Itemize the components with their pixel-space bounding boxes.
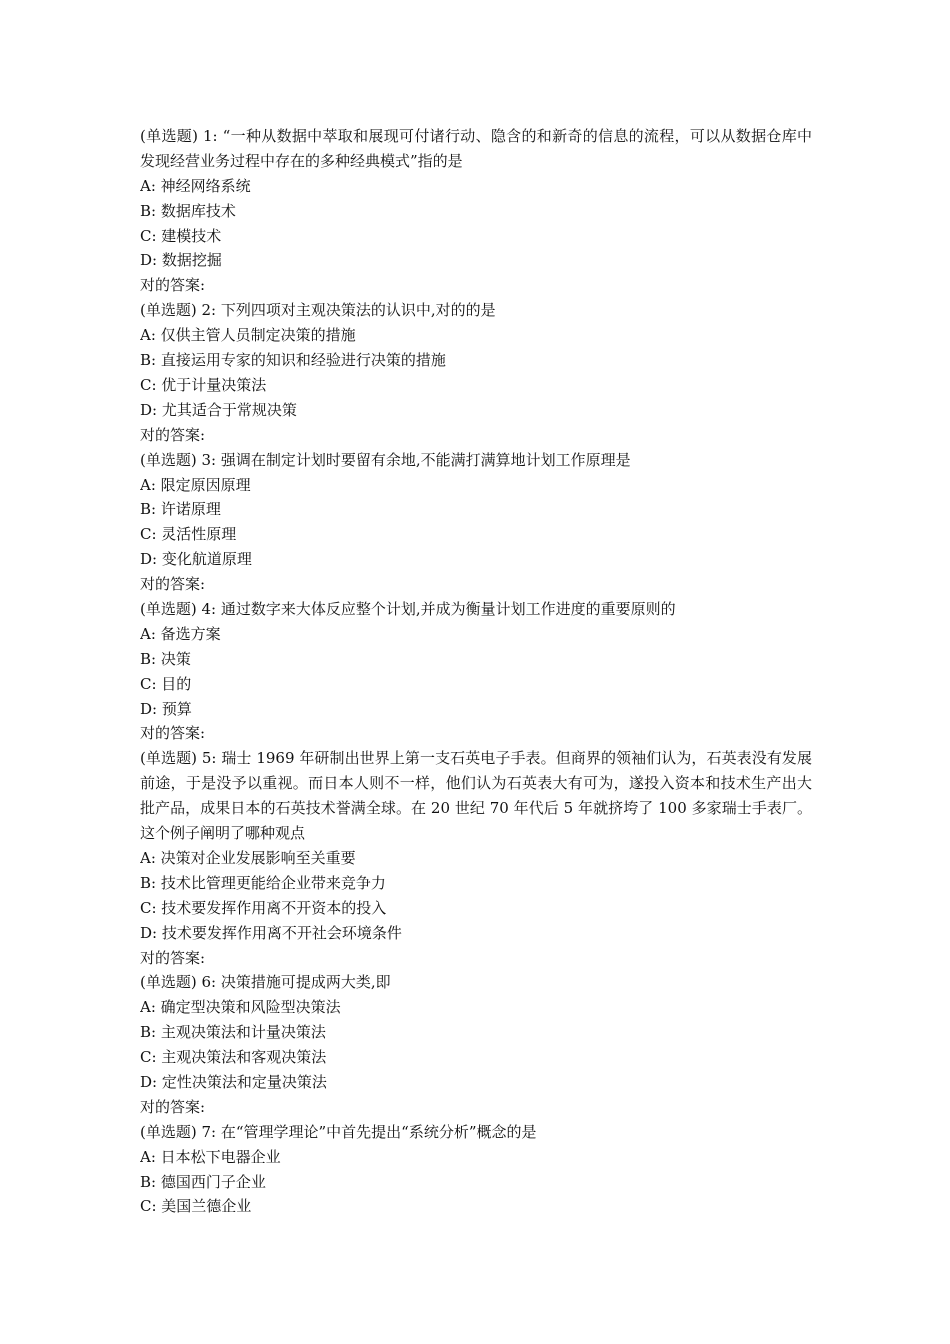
question-stem: (单选题) 7: 在“管理学理论”中首先提出“系统分析”概念的是	[140, 1122, 537, 1141]
option-d: D: 变化航道原理	[140, 550, 252, 569]
option-c: C: 美国兰德企业	[140, 1197, 252, 1216]
option-d: D: 定性决策法和定量决策法	[140, 1073, 327, 1091]
question-5	[140, 746, 812, 970]
question-3	[140, 448, 812, 597]
document-page	[140, 124, 812, 1219]
question-4	[140, 597, 812, 746]
option-c: C: 技术要发挥作用离不开资本的投入	[140, 898, 387, 917]
option-a: A: 神经网络系统	[140, 176, 251, 195]
option-a: A: 日本松下电器企业	[140, 1147, 281, 1166]
option-b: B: 数据库技术	[140, 201, 236, 220]
option-a: A: 备选方案	[140, 624, 221, 643]
question-stem: (单选题) 1: “一种从数据中萃取和展现可付诸行动、隐含的和新奇的信息的流程，可以从数据仓库中发现经营业务过程中存在的多种经典模式”指的是	[140, 127, 812, 170]
option-b: B: 德国西门子企业	[140, 1172, 266, 1191]
option-c: C: 建模技术	[140, 226, 222, 245]
answer-label: 对的答案:	[140, 1097, 206, 1116]
option-c: C: 目的	[140, 674, 192, 693]
option-a: A: 决策对企业发展影响至关重要	[140, 848, 356, 867]
option-a: A: 仅供主管人员制定决策的措施	[140, 326, 356, 345]
option-d: D: 数据挖掘	[140, 251, 222, 270]
option-c: C: 主观决策法和客观决策法	[140, 1048, 327, 1067]
question-stem: (单选题) 5: 瑞士 1969 年研制出世界上第一支石英电子手表。但商界的领袖们认为，石英表没有发展前途，于是没予以重视。而日本人则不一样，他们认为石英表大有可为，遂投入资本和技术生产出大批产品，成果日本的石英技术誉满全球。在 20 世纪 70 年代后 5 年就挤垮了 100 多家瑞士手表厂。这个例子阐明了哪种观点	[140, 749, 812, 843]
answer-label: 对的答案:	[140, 276, 206, 295]
question-7	[140, 1120, 812, 1220]
option-a: A: 确定型决策和风险型决策法	[140, 998, 341, 1017]
option-c: C: 优于计量决策法	[140, 375, 267, 394]
option-d: D: 预算	[140, 699, 192, 718]
answer-label: 对的答案:	[140, 575, 206, 594]
question-1	[140, 124, 812, 298]
answer-label: 对的答案:	[140, 948, 206, 967]
option-d: D: 尤其适合于常规决策	[140, 400, 297, 419]
question-stem: (单选题) 2: 下列四项对主观决策法的认识中,对的的是	[140, 301, 496, 320]
question-stem: (单选题) 4: 通过数字来大体反应整个计划,并成为衡量计划工作进度的重要原则的	[140, 599, 676, 618]
option-b: B: 许诺原理	[140, 500, 221, 519]
question-stem: (单选题) 3: 强调在制定计划时要留有余地,不能满打满算地计划工作原理是	[140, 450, 631, 469]
option-d: D: 技术要发挥作用离不开社会环境条件	[140, 923, 402, 942]
question-6	[140, 970, 812, 1119]
option-c: C: 灵活性原理	[140, 525, 237, 544]
option-b: B: 决策	[140, 649, 191, 668]
question-2	[140, 298, 812, 447]
answer-label: 对的答案:	[140, 724, 206, 743]
option-b: B: 直接运用专家的知识和经验进行决策的措施	[140, 351, 446, 370]
option-b: B: 技术比管理更能给企业带来竞争力	[140, 873, 386, 892]
answer-label: 对的答案:	[140, 425, 206, 444]
option-a: A: 限定原因原理	[140, 475, 251, 494]
question-stem: (单选题) 6: 决策措施可提成两大类,即	[140, 973, 391, 992]
option-b: B: 主观决策法和计量决策法	[140, 1023, 326, 1042]
